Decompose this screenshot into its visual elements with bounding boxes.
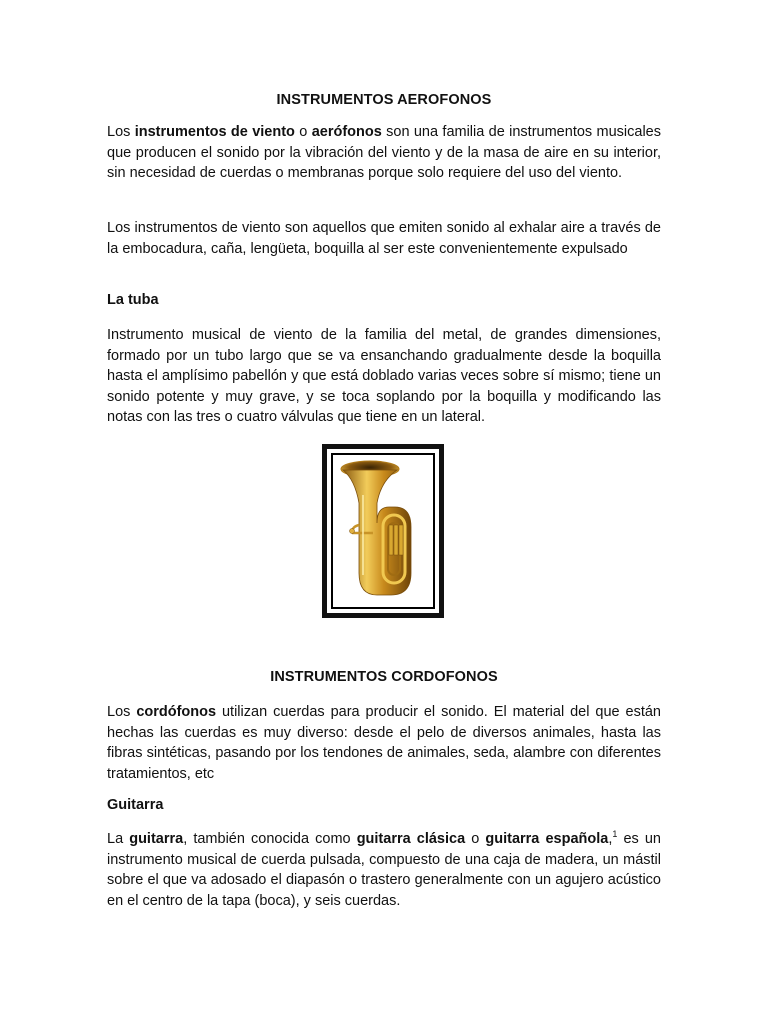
text-span: o (465, 831, 486, 847)
bold-term: instrumentos de viento (134, 124, 295, 140)
footnote-marker[interactable]: 1 (612, 829, 618, 839)
text-span: es un instrumento musical de cuerda pulsada, compuesto de una caja de madera, un mástil sobre el que va adosado el diapasón o trastero generalmente con un agujero acústico en el centro de la tapa (boca), y seis cuerdas. (107, 831, 661, 909)
subheading-guitarra: Guitarra (107, 797, 164, 813)
text-span: La (107, 831, 130, 847)
paragraph-aerofonos-definition (107, 122, 661, 184)
bold-term: cordófonos (136, 704, 217, 720)
text-span: , (608, 831, 613, 847)
text-span: Los (107, 124, 135, 140)
section-heading-cordofonos: INSTRUMENTOS CORDOFONOS (270, 669, 498, 685)
bold-term: guitarra española (485, 831, 609, 847)
bold-term: guitarra (129, 831, 184, 847)
text-span: o (294, 124, 312, 140)
paragraph-cordofonos (107, 702, 661, 784)
text-span: son una familia de instrumentos musicales que producen el sonido por la vibración del viento y de la masa de aire en su interior, sin necesidad de cuerdas o membranas porque solo requiere del uso del viento. (107, 124, 661, 182)
bold-term: guitarra clásica (356, 831, 466, 847)
subheading-tuba: La tuba (107, 292, 159, 308)
paragraph-guitarra (107, 829, 661, 911)
tuba-illustration (333, 455, 433, 607)
tuba-image (322, 444, 444, 618)
paragraph-aerofonos-description: Los instrumentos de viento son aquellos que emiten sonido al exhalar aire a través de la embocadura, caña, lengüeta, boquilla al ser este convenientemente expulsado (107, 220, 661, 257)
text-span: utilizan cuerdas para producir el sonido. El material del que están hechas las cuerdas es muy diverso: desde el pelo de diversos animales, hasta las fibras sintéticas, pasando por los tendones de animales, seda, alambre con diferentes tratamientos, etc (107, 704, 661, 782)
section-heading-aerofonos: INSTRUMENTOS AEROFONOS (276, 92, 492, 108)
text-span: Los (107, 704, 137, 720)
bold-term: aerófonos (311, 124, 382, 140)
paragraph-tuba: Instrumento musical de viento de la familia del metal, de grandes dimensiones, formado por un tubo largo que se va ensanchando gradualmente desde la boquilla hasta el amplísimo pabellón y que está doblado varias veces sobre sí mismo; tiene un sonido potente y muy grave, y se toca soplando por la boquilla y modificando las notas con las tres o cuatro válvulas que tiene en un lateral. (107, 327, 661, 426)
text-span: , también conocida como (183, 831, 357, 847)
